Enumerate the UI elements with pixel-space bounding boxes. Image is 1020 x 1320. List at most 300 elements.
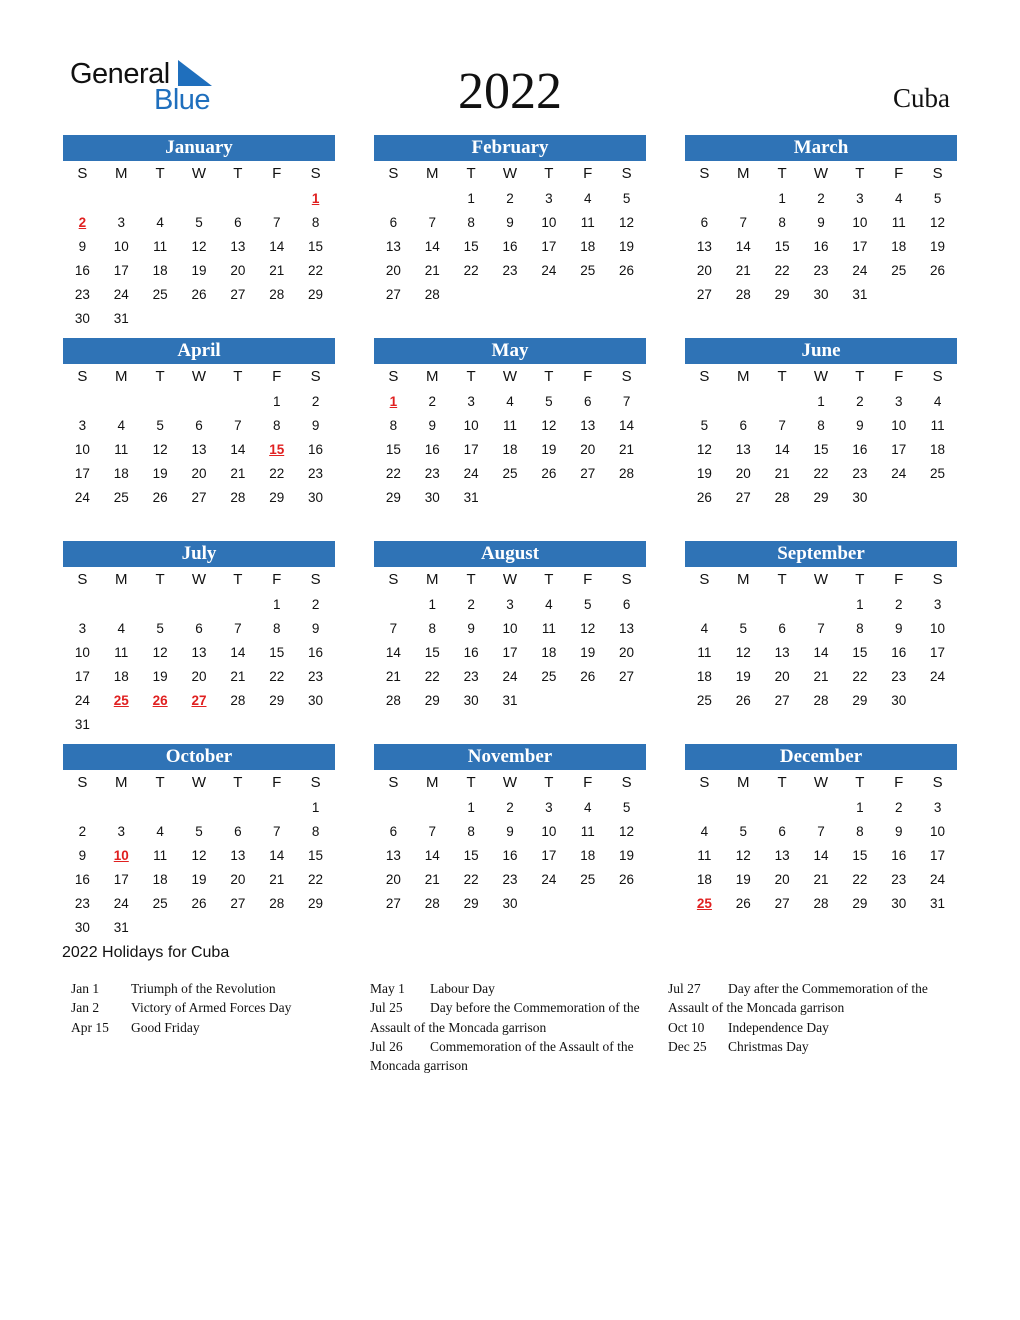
- day-cell: 12: [930, 215, 946, 230]
- day-cell: 26: [152, 490, 168, 505]
- day-cell: 30: [891, 693, 907, 708]
- day-cell: 27: [696, 287, 712, 302]
- holiday-name: Victory of Armed Forces Day: [131, 1000, 292, 1016]
- day-cell-holiday: 25: [113, 693, 129, 708]
- day-cell: 5: [739, 824, 748, 839]
- day-cell: 17: [852, 239, 868, 254]
- day-cell: 16: [891, 848, 907, 863]
- weekday-label: S: [388, 165, 399, 182]
- day-cell: 22: [269, 466, 285, 481]
- day-cell: 1: [817, 394, 825, 409]
- holiday-date: Oct 10: [668, 1019, 705, 1035]
- day-cell: 13: [580, 418, 596, 433]
- day-cell: 22: [774, 263, 790, 278]
- day-cell: 28: [385, 693, 401, 708]
- day-cell: 21: [735, 263, 751, 278]
- day-empty: [374, 187, 413, 211]
- day-cell: 13: [385, 848, 401, 863]
- day-cell: 9: [894, 824, 903, 839]
- day-cell: 14: [813, 848, 829, 863]
- day-cell: 22: [424, 669, 440, 684]
- weekday-label: T: [155, 571, 165, 588]
- day-cell: 4: [156, 824, 164, 839]
- day-empty: [763, 390, 802, 414]
- day-cell: 26: [696, 490, 712, 505]
- weekday-label: M: [115, 165, 128, 182]
- weekday-label: S: [77, 774, 88, 791]
- day-cell: 15: [774, 239, 790, 254]
- day-cell: 3: [933, 800, 942, 815]
- day-cell: 4: [583, 191, 592, 206]
- day-cell: 14: [424, 848, 440, 863]
- day-cell: 13: [230, 848, 246, 863]
- day-empty: [63, 796, 102, 820]
- day-cell: 14: [774, 442, 790, 457]
- day-cell: 1: [272, 394, 281, 409]
- day-empty: [218, 187, 257, 211]
- day-cell: 12: [619, 824, 635, 839]
- day-cell: 23: [424, 466, 440, 481]
- day-grid: [374, 390, 646, 510]
- day-cell: 2: [506, 800, 514, 815]
- holiday-date: Jul 26: [370, 1038, 403, 1054]
- calendar-year: 2022: [458, 63, 562, 120]
- day-empty: [685, 390, 724, 414]
- holiday-item: [668, 979, 938, 1018]
- day-cell: 7: [622, 394, 631, 409]
- weekday-label: M: [115, 368, 128, 385]
- day-cell: 30: [891, 896, 907, 911]
- weekday-label: W: [813, 571, 829, 588]
- day-cell: 25: [891, 263, 907, 278]
- day-cell: 7: [778, 418, 786, 433]
- day-cell: 4: [506, 394, 514, 409]
- day-cell: 16: [852, 442, 868, 457]
- weekday-label: S: [621, 165, 632, 182]
- day-cell: 12: [541, 418, 557, 433]
- month-november: [374, 744, 646, 916]
- weekday-label: F: [583, 368, 593, 385]
- day-cell: 12: [696, 442, 712, 457]
- day-cell: 29: [813, 490, 829, 505]
- weekday-label: T: [777, 165, 787, 182]
- day-cell: 3: [933, 597, 942, 612]
- weekday-label: T: [233, 571, 243, 588]
- day-empty: [63, 593, 102, 617]
- holiday-date: May 1: [370, 981, 405, 996]
- weekday-label: S: [621, 774, 632, 791]
- day-cell: 15: [852, 848, 868, 863]
- day-cell: 27: [230, 896, 246, 911]
- day-cell: 13: [774, 645, 790, 660]
- day-cell: 22: [269, 669, 285, 684]
- day-cell: 11: [697, 848, 712, 863]
- day-cell: 5: [156, 621, 164, 636]
- day-cell: 30: [308, 693, 324, 708]
- day-cell: 17: [502, 645, 518, 660]
- day-cell: 22: [852, 669, 868, 684]
- weekday-label: M: [115, 774, 128, 791]
- day-cell: 30: [852, 490, 868, 505]
- day-cell: 10: [930, 621, 946, 636]
- day-cell: 31: [930, 896, 946, 911]
- day-cell: 10: [74, 442, 90, 457]
- day-cell: 23: [891, 669, 907, 684]
- day-cell: 8: [428, 621, 437, 636]
- holiday-column: [370, 979, 640, 1075]
- holiday-name: Independence Day: [728, 1019, 829, 1035]
- day-cell: 20: [230, 263, 246, 278]
- day-cell: 25: [696, 693, 712, 708]
- day-empty: [685, 796, 724, 820]
- day-cell: 24: [930, 669, 946, 684]
- day-empty: [724, 390, 763, 414]
- day-cell: 12: [580, 621, 596, 636]
- day-cell: 28: [269, 896, 285, 911]
- day-cell: 18: [580, 239, 596, 254]
- day-empty: [141, 390, 180, 414]
- day-cell: 27: [774, 693, 790, 708]
- day-cell: 1: [272, 597, 281, 612]
- day-cell: 11: [114, 645, 129, 660]
- day-cell: 3: [506, 597, 514, 612]
- day-cell: 25: [152, 287, 168, 302]
- day-cell-holiday: 26: [152, 693, 168, 708]
- day-empty: [802, 593, 841, 617]
- day-cell: 10: [541, 215, 557, 230]
- day-cell: 16: [424, 442, 440, 457]
- holiday-item: [668, 1018, 938, 1037]
- day-cell: 10: [113, 239, 129, 254]
- day-cell: 28: [735, 287, 751, 302]
- day-cell: 25: [930, 466, 946, 481]
- day-cell: 16: [74, 872, 90, 887]
- weekday-label: S: [932, 165, 943, 182]
- month-march: [685, 135, 957, 307]
- day-grid: [374, 796, 646, 916]
- day-cell: 4: [117, 621, 126, 636]
- day-cell: 2: [817, 191, 825, 206]
- day-cell: 20: [385, 263, 401, 278]
- day-cell: 29: [463, 896, 479, 911]
- weekday-label: F: [894, 368, 904, 385]
- country-name: Cuba: [893, 83, 950, 113]
- day-cell: 30: [74, 920, 90, 935]
- day-cell: 7: [234, 621, 242, 636]
- weekday-label: F: [583, 571, 593, 588]
- day-cell: 8: [311, 215, 320, 230]
- day-cell: 21: [230, 466, 246, 481]
- day-cell: 13: [191, 442, 207, 457]
- day-cell: 2: [894, 800, 903, 815]
- weekday-label: M: [426, 368, 439, 385]
- day-cell: 20: [774, 872, 790, 887]
- day-cell: 6: [234, 215, 242, 230]
- generalblue-logo: [70, 58, 220, 116]
- day-cell: 21: [424, 263, 440, 278]
- weekday-label: S: [699, 368, 710, 385]
- month-september: [685, 541, 957, 713]
- weekday-label: S: [310, 368, 321, 385]
- month-header: September: [685, 541, 957, 567]
- day-cell: 6: [622, 597, 631, 612]
- month-december: [685, 744, 957, 916]
- day-cell: 1: [778, 191, 786, 206]
- month-header: May: [374, 338, 646, 364]
- day-cell: 8: [311, 824, 320, 839]
- weekday-label: T: [544, 571, 554, 588]
- day-empty: [374, 796, 413, 820]
- day-cell: 16: [502, 848, 518, 863]
- day-cell: 29: [269, 490, 285, 505]
- weekday-header-row: [374, 567, 646, 593]
- day-cell: 11: [114, 442, 129, 457]
- day-cell: 16: [502, 239, 518, 254]
- day-cell: 18: [113, 669, 129, 684]
- day-cell: 25: [113, 490, 129, 505]
- day-cell: 22: [385, 466, 401, 481]
- day-empty: [763, 796, 802, 820]
- day-cell: 26: [930, 263, 946, 278]
- day-cell: 17: [930, 848, 946, 863]
- day-empty: [180, 187, 219, 211]
- day-empty: [724, 593, 763, 617]
- day-cell: 27: [774, 896, 790, 911]
- day-cell: 8: [856, 824, 864, 839]
- weekday-label: T: [544, 165, 554, 182]
- weekday-label: S: [932, 571, 943, 588]
- day-cell: 28: [619, 466, 635, 481]
- day-cell: 19: [619, 239, 635, 254]
- day-empty: [218, 593, 257, 617]
- day-cell-holiday: 15: [269, 442, 285, 457]
- weekday-header-row: [685, 770, 957, 796]
- weekday-label: W: [191, 774, 207, 791]
- day-cell: 12: [735, 848, 751, 863]
- day-cell: 23: [813, 263, 829, 278]
- day-cell: 23: [502, 263, 518, 278]
- day-cell: 19: [735, 669, 751, 684]
- day-cell: 14: [424, 239, 440, 254]
- day-cell: 6: [389, 215, 398, 230]
- day-cell: 2: [856, 394, 864, 409]
- day-cell: 24: [930, 872, 946, 887]
- day-cell: 5: [622, 191, 631, 206]
- weekday-label: W: [813, 368, 829, 385]
- day-cell: 27: [191, 490, 207, 505]
- weekday-label: S: [388, 368, 399, 385]
- holiday-name: Commemoration of the Assault of the Moncada garrison: [370, 1038, 634, 1074]
- day-cell: 25: [152, 896, 168, 911]
- day-cell: 7: [739, 215, 748, 230]
- day-cell: 12: [735, 645, 751, 660]
- day-cell: 29: [774, 287, 790, 302]
- weekday-header-row: [685, 161, 957, 187]
- day-cell: 4: [117, 418, 126, 433]
- day-cell: 26: [580, 669, 596, 684]
- day-cell: 19: [580, 645, 596, 660]
- day-cell: 4: [933, 394, 942, 409]
- weekday-label: F: [272, 368, 282, 385]
- day-cell: 4: [156, 215, 164, 230]
- holiday-name: Good Friday: [131, 1019, 200, 1035]
- day-cell: 9: [78, 239, 87, 254]
- day-cell: 10: [463, 418, 479, 433]
- day-cell: 23: [891, 872, 907, 887]
- day-cell: 12: [152, 645, 168, 660]
- weekday-label: M: [426, 165, 439, 182]
- day-cell: 31: [502, 693, 518, 708]
- weekday-label: T: [855, 368, 865, 385]
- day-cell: 3: [78, 418, 87, 433]
- day-cell: 31: [113, 920, 129, 935]
- day-cell: 6: [700, 215, 709, 230]
- day-cell: 15: [813, 442, 829, 457]
- day-cell: 2: [311, 394, 320, 409]
- day-cell: 13: [385, 239, 401, 254]
- day-cell: 30: [308, 490, 324, 505]
- day-cell: 7: [234, 418, 242, 433]
- day-cell: 20: [580, 442, 596, 457]
- weekday-label: W: [191, 165, 207, 182]
- day-grid: [685, 796, 957, 916]
- month-header: October: [63, 744, 335, 770]
- day-cell: 28: [230, 693, 246, 708]
- day-cell: 24: [74, 490, 90, 505]
- day-cell: 9: [506, 824, 514, 839]
- day-cell: 2: [78, 824, 87, 839]
- day-cell: 7: [817, 621, 825, 636]
- day-cell: 1: [467, 800, 475, 815]
- day-cell: 29: [852, 896, 868, 911]
- day-cell: 21: [619, 442, 635, 457]
- day-cell: 17: [541, 239, 557, 254]
- weekday-header-row: [685, 567, 957, 593]
- day-cell: 23: [74, 287, 90, 302]
- day-cell: 26: [191, 287, 207, 302]
- day-grid: [63, 593, 335, 737]
- day-cell: 29: [385, 490, 401, 505]
- weekday-label: T: [155, 368, 165, 385]
- day-cell: 24: [541, 263, 557, 278]
- day-cell: 10: [502, 621, 518, 636]
- day-cell: 19: [930, 239, 946, 254]
- month-header: June: [685, 338, 957, 364]
- day-cell: 11: [580, 215, 595, 230]
- day-cell: 10: [541, 824, 557, 839]
- day-cell: 19: [619, 848, 635, 863]
- day-cell: 10: [852, 215, 868, 230]
- holidays-title: 2022 Holidays for Cuba: [62, 944, 230, 961]
- day-cell: 15: [424, 645, 440, 660]
- weekday-label: T: [155, 165, 165, 182]
- weekday-header-row: [63, 364, 335, 390]
- weekday-label: T: [233, 165, 243, 182]
- day-cell: 12: [152, 442, 168, 457]
- day-cell: 7: [389, 621, 398, 636]
- day-cell: 6: [234, 824, 242, 839]
- day-cell: 1: [428, 597, 437, 612]
- day-cell: 11: [502, 418, 517, 433]
- holiday-name: Christmas Day: [728, 1038, 809, 1054]
- month-june: [685, 338, 957, 510]
- day-cell: 17: [463, 442, 479, 457]
- holiday-name: Triumph of the Revolution: [131, 981, 276, 996]
- day-cell: 6: [778, 824, 786, 839]
- day-cell: 30: [424, 490, 440, 505]
- day-empty: [257, 187, 296, 211]
- day-cell: 23: [308, 669, 324, 684]
- day-cell: 18: [930, 442, 946, 457]
- day-cell: 15: [385, 442, 401, 457]
- day-cell: 31: [463, 490, 479, 505]
- day-empty: [724, 187, 763, 211]
- weekday-label: M: [737, 165, 750, 182]
- holiday-item: [668, 1037, 938, 1056]
- day-cell: 25: [580, 872, 596, 887]
- day-cell: 2: [428, 394, 437, 409]
- day-cell: 13: [230, 239, 246, 254]
- day-cell: 11: [891, 215, 906, 230]
- day-cell: 8: [856, 621, 864, 636]
- day-cell: 14: [385, 645, 401, 660]
- day-cell: 19: [191, 263, 207, 278]
- day-grid: [374, 187, 646, 307]
- day-cell: 19: [696, 466, 712, 481]
- holiday-item: [71, 979, 341, 998]
- month-header: November: [374, 744, 646, 770]
- day-cell: 10: [74, 645, 90, 660]
- day-cell: 28: [424, 896, 440, 911]
- day-cell: 3: [78, 621, 87, 636]
- day-cell: 22: [308, 872, 324, 887]
- day-cell: 2: [311, 597, 320, 612]
- day-cell: 3: [467, 394, 475, 409]
- day-cell: 27: [385, 896, 401, 911]
- weekday-label: S: [932, 774, 943, 791]
- day-empty: [218, 390, 257, 414]
- day-cell: 12: [191, 848, 207, 863]
- holiday-date: Jul 25: [370, 1000, 403, 1016]
- day-empty: [141, 593, 180, 617]
- day-cell: 10: [930, 824, 946, 839]
- day-cell: 17: [541, 848, 557, 863]
- day-cell: 23: [463, 669, 479, 684]
- weekday-label: F: [894, 774, 904, 791]
- weekday-label: T: [777, 368, 787, 385]
- day-cell: 18: [696, 669, 712, 684]
- day-empty: [63, 187, 102, 211]
- day-cell: 24: [463, 466, 479, 481]
- holiday-date: Dec 25: [668, 1038, 707, 1054]
- day-cell: 5: [583, 597, 592, 612]
- day-cell: 13: [696, 239, 712, 254]
- weekday-label: T: [466, 368, 476, 385]
- day-cell: 4: [700, 621, 709, 636]
- weekday-label: T: [466, 165, 476, 182]
- day-cell: 24: [113, 896, 129, 911]
- weekday-header-row: [63, 770, 335, 796]
- day-cell: 27: [580, 466, 596, 481]
- day-cell: 5: [700, 418, 709, 433]
- weekday-label: S: [699, 571, 710, 588]
- month-july: [63, 541, 335, 737]
- day-cell: 11: [541, 621, 556, 636]
- holiday-item: [370, 1037, 640, 1076]
- day-cell: 22: [852, 872, 868, 887]
- day-empty: [802, 796, 841, 820]
- day-cell: 3: [856, 191, 864, 206]
